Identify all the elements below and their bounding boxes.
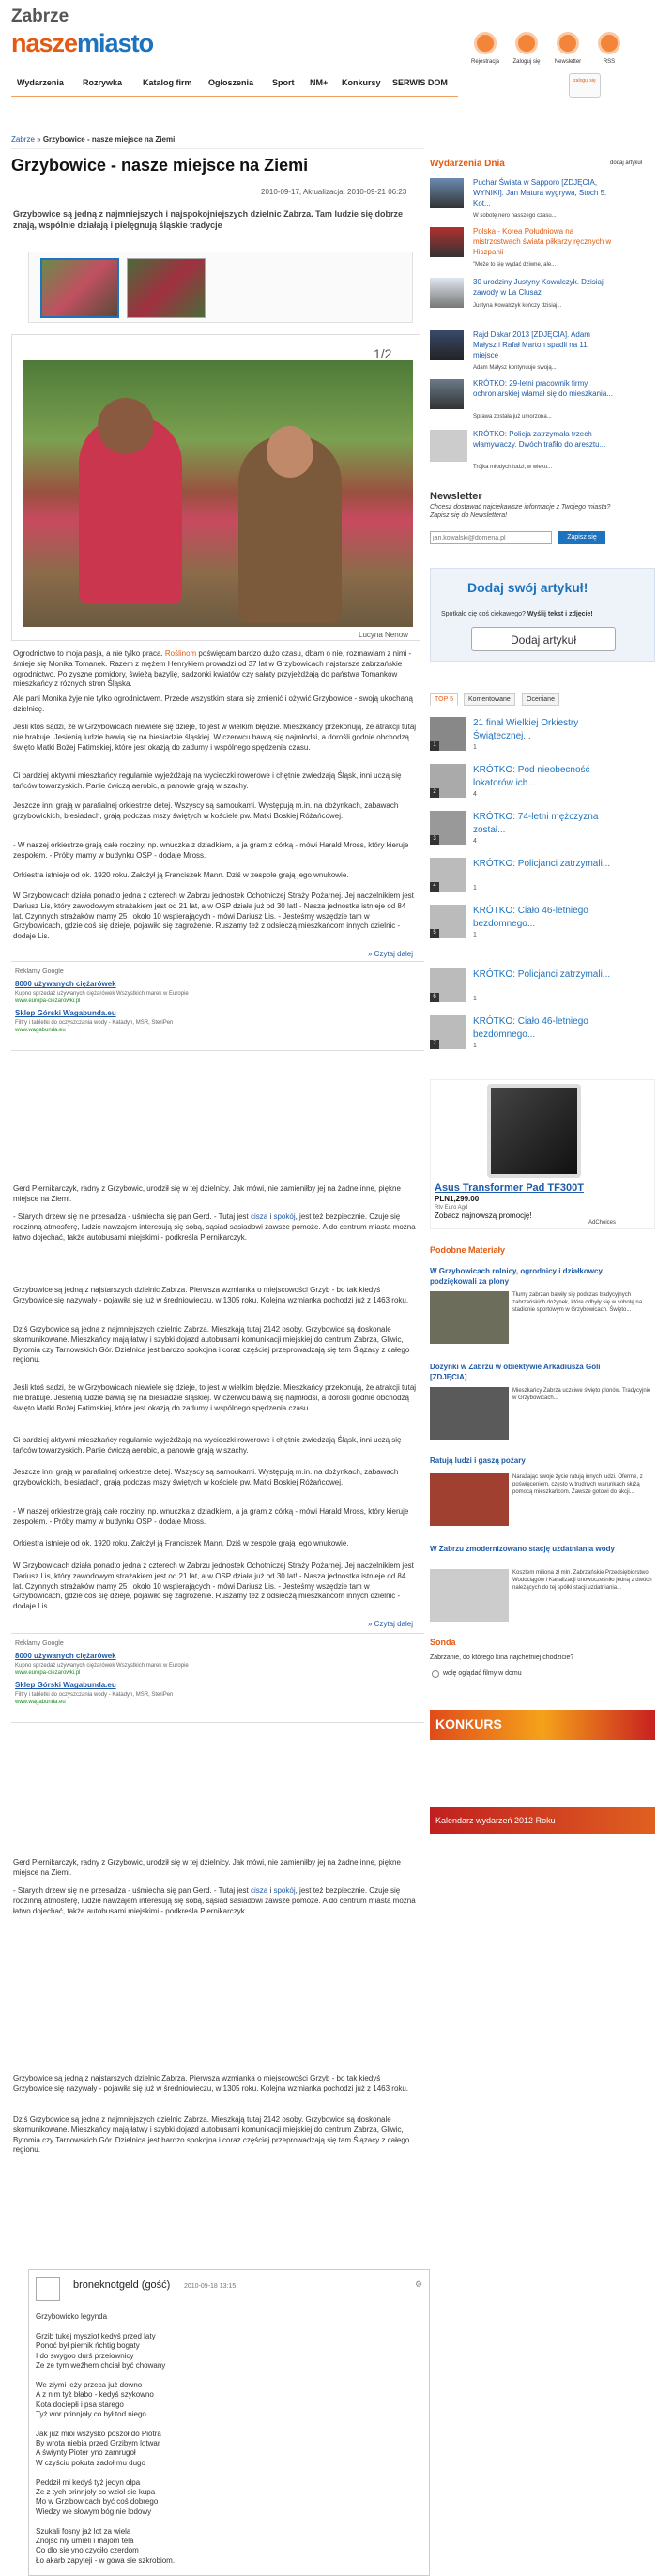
article-paragraph-10-a-repeat: - Starych drzew się nie przesadza - uśmiecha się pan Gerd. - Tutaj jest: [13, 1886, 251, 1895]
main-photo[interactable]: [23, 360, 413, 627]
article-paragraph-10-b: , jest też bezpiecznie. Czuje się rodzinną atmosferę, ludzie nawzajem interesują się sobą, sąsiad sąsiadowi zawsze pomoże. A do centrum miasta można łatwo dojechać, także autobusami miejskimi - podkreśla Piernikarczyk.: [13, 1212, 416, 1242]
top5-count-6: 1: [473, 996, 477, 1002]
nav-katalog-firm[interactable]: Katalog firm: [143, 78, 192, 87]
event-thumb-2[interactable]: [430, 227, 464, 257]
add-article-title: Dodaj swój artykuł!: [467, 580, 588, 595]
article-link-spokoj[interactable]: spokój: [273, 1212, 296, 1221]
event-title-4[interactable]: Rajd Dakar 2013 [ZDJĘCIA]. Adam Małysz i Rafał Marton spadli na 11 miejsce: [473, 330, 590, 359]
tab-oceniane[interactable]: Oceniane: [522, 693, 559, 706]
article-paragraph-12: Dziś Grzybowice są jedną z najmniejszych dzielnic Zabrza. Mieszkają tutaj 2142 osoby. Grzybowice są doskonale skomunikowane. Mieszkańcy mają łatwy i szybki dojazd autobusami komunikacji miejskiej do centrum Zabrza, Gliwic, Bytomia czy Tarnowskich Gór. Dzielnica jest bardzo spokojna i coraz częściej przeprowadzają się tam Ślązacy z całego regionu.: [13, 1325, 410, 1364]
tablet-image: [487, 1084, 581, 1178]
tab-komentowane[interactable]: Komentowane: [464, 693, 515, 706]
article-paragraph-6-repeat: - W naszej orkiestrze grają całe rodziny, np. wnuczka z dziadkiem, a ja gram z córką - mówi Harald Mross, który kieruje zespołem. - Próby mamy w budynku OSP - dodaje Mross.: [13, 1507, 409, 1526]
related-title-3[interactable]: Ratują ludzi i gaszą pożary: [430, 1456, 526, 1465]
login-button[interactable]: [569, 73, 601, 98]
event-sub-3: Justyna Kowalczyk kończy dzisiaj...: [473, 303, 562, 309]
photo-caption: Lucyna Nenow: [359, 631, 408, 639]
article-date: 2010-09-17, Aktualizacja: 2010-09-21 06:23: [261, 188, 407, 196]
related-text-2: Mieszkańcy Zabrza uczciwe święto plonów. Tradycyjnie w Grzybowicach...: [512, 1388, 651, 1402]
related-title: Podobne Materiały: [430, 1245, 506, 1255]
top5-rank-1: 1: [430, 741, 439, 751]
ads-label-2: Reklamy Google: [15, 1640, 64, 1647]
top5-rank-4: 4: [430, 882, 439, 892]
rss-icon[interactable]: [598, 32, 620, 54]
site-logo[interactable]: [11, 26, 153, 60]
article-paragraph-8-repeat: W Grzybowicach działa ponadto jedna z czterech w Zabrzu jednostek Ochotniczej Straży Pożarnej. Jej naczelnikiem jest Dariusz Lis, który zawodowym strażakiem jest od 21 lat, a w OSP działa już od 30 lat! - Nasza jednostka istnieje od 84 lat. Czynnych strażaków mamy 25 i około 10 wspierających - mówi Dariusz Lis. - Jesteśmy wszędzie tam w Grzybowicach, gdzie coś się dzieje, pojawiło się zagrożenie. Ruszamy też z odsieczą mieszkańcom innych dzielnic - dodaje Lis.: [13, 1562, 414, 1611]
events-title: Wydarzenia Dnia: [430, 159, 505, 169]
login-icon[interactable]: [515, 32, 538, 54]
article-paragraph-11-repeat: Grzybowice są jedną z najstarszych dzielnic Zabrza. Pierwsza wzmianka o miejscowości Grzyb - bo tak kiedyś Grzybowice się nazywały - pojawiła się już w średniowieczu, w 1305 roku. Kolejna wzmianka pochodzi już z 1463 roku.: [13, 2074, 409, 2093]
article-paragraph-5: Jeszcze inni grają w parafialnej orkiestrze dętej. Wszyscy są samoukami. Występują m.in. na dożynkach, zabawach grzybowickich, biesiadach, grają podczas mszy świętych w kościele pw. Matki Boskiej Różańcowej.: [13, 801, 399, 820]
ads-label: Reklamy Google: [15, 968, 64, 975]
add-article-subtitle-a: Spotkało cię coś ciekawego?: [441, 611, 527, 617]
article-paragraph-9: Gerd Piernikarczyk, radny z Grzybowic, urodził się w tej dzielnicy. Jak mówi, nie zamieniłby jej na żadne inne, piękne miejsce na Ziemi.: [13, 1184, 401, 1203]
tablet-cta[interactable]: Zobacz najnowszą promocję!: [435, 1212, 532, 1220]
article-paragraph-4: Ci bardziej aktywni mieszkańcy regularnie wyjeżdżają na wycieczki rowerowe i chętnie zwiedzają Śląsk, inni uczą się tańców towarzyskich. Panie ćwiczą aerobic, a panowie grają w szachy.: [13, 771, 402, 790]
nav-ogloszenia[interactable]: Ogłoszenia: [208, 78, 254, 87]
newsletter-icon[interactable]: [557, 32, 579, 54]
login-button-label: zaloguj się: [573, 78, 596, 84]
event-thumb-6-camera-icon[interactable]: [430, 430, 467, 462]
event-sub-1: W sobotę nero nasszego czasu...: [473, 213, 557, 219]
related-text-3: Narażając swoje życie ratują innych ludzi. Oferme, z poświęceniem, często w trudnych warunkach służą pomocą mieszkańcom. Zawsze gotowi do akcji...: [512, 1474, 643, 1496]
top5-rank-3: 3: [430, 835, 439, 845]
related-title-2[interactable]: Dożynki w Zabrzu w obiektywie Arkadiusza Goli [ZDJĘCIA]: [430, 1363, 601, 1381]
top5-title-1[interactable]: 21 finał Wielkiej Orkiestry Świątecznej...: [473, 718, 579, 741]
poll-title: Sonda: [430, 1638, 456, 1647]
article-paragraph-10-a: - Starych drzew się nie przesadza - uśmiecha się pan Gerd. - Tutaj jest: [13, 1212, 251, 1221]
top5-rank-5: 5: [430, 929, 439, 938]
article-paragraph-5-repeat: Jeszcze inni grają w parafialnej orkiestrze dętej. Wszyscy są samoukami. Występują m.in. na dożynkach, zabawach grzybowickich, biesiadach, grają podczas mszy świętych w kościele pw. Matki Boskiej Różańcowej.: [13, 1468, 399, 1486]
photo-person-woman-head: [98, 398, 154, 454]
google-ads-1: [11, 961, 424, 1051]
add-article-button[interactable]: Dodaj artykuł: [471, 627, 616, 651]
related-image-2[interactable]: [430, 1387, 509, 1440]
article-link-rosliny[interactable]: Roślinom: [164, 649, 197, 658]
article-paragraph-2: Ale pani Monika żyje nie tylko ogrodnictwem. Przede wszystkim stara się zmienić i ożywić Grzybowice - swoją ukochaną dzielnicę.: [13, 694, 413, 713]
related-title-1[interactable]: W Grzybowicach rolnicy, ogrodnicy i działkowcy podziękowali za plony: [430, 1267, 603, 1286]
top5-count-5: 1: [473, 932, 477, 938]
tablet-price: PLN1,299.00: [435, 1195, 480, 1203]
event-thumb-1[interactable]: [430, 178, 464, 208]
event-thumb-4[interactable]: [430, 330, 464, 360]
article-paragraph-1: [13, 649, 417, 690]
settings-gear-icon[interactable]: ⚙: [415, 2279, 423, 2289]
article-paragraph-3: Jeśli ktoś sądzi, że w Grzybowicach niewiele się dzieje, to jest w wielkim błędzie. Mieszkańcy przekonują, że atrakcji tutaj nie brakuje. Jesienią ludzie bawią się na biesiadzie śląskiej. W czerwcu bawią się najmłodsi, a dorośli godnie obchodzą święto Matki Bożej Fatimskiej, które jest okazją do zadumy i wspólnego spędzenia czasu.: [13, 723, 417, 752]
top5-title-7[interactable]: KRÓTKO: Ciało 46-letniego bezdomnego...: [473, 1016, 588, 1040]
nav-divider: [11, 96, 458, 97]
article-paragraph-4-repeat: Ci bardziej aktywni mieszkańcy regularnie wyjeżdżają na wycieczki rowerowe i chętnie zwiedzają Śląsk, inni uczą się tańców towarzyskich. Panie ćwiczą aerobic, a panowie grają w szachy.: [13, 1436, 402, 1455]
event-thumb-3[interactable]: [430, 278, 464, 308]
top5-rank-2: 2: [430, 788, 439, 798]
top5-count-4: 1: [473, 885, 477, 892]
breadcrumb-current: Grzybowice - nasze miejsce na Ziemi: [42, 135, 176, 144]
newsletter-subscribe-button[interactable]: Zapisz się: [558, 531, 605, 544]
top5-rank-7: 7: [430, 1040, 439, 1049]
photo-counter: 1/2: [374, 346, 392, 361]
add-article-subtitle-b: Wyślij tekst i zdjęcie!: [527, 611, 593, 617]
event-title-2[interactable]: Polska - Korea Południowa na mistrzostwach świata piłkarzy ręcznych w Hiszpanii: [473, 227, 612, 256]
comment-author[interactable]: broneknotgeld (gość): [73, 2279, 171, 2291]
ad-1-desc-2: Kupno sprzedaż używanych ciężarówek Wszystkich marek w Europie: [15, 1663, 189, 1669]
event-title-6[interactable]: KRÓTKO: Policja zatrzymała trzech włamywaczy. Dwóch trafiło do aresztu...: [473, 430, 606, 449]
poll-option-radio[interactable]: [432, 1670, 439, 1678]
article-paragraph-3-repeat: Jeśli ktoś sądzi, że w Grzybowicach niewiele się dzieje, to jest w wielkim błędzie. Mieszkańcy przekonują, że atrakcji tutaj nie brakuje. Jesienią ludzie bawią się na biesiadzie śląskiej. W czerwcu bawią się najmłodsi, a dorośli godnie obchodzą święto Matki Bożej Fatimskiej, które jest okazją do zadumy i wspólnego spędzenia czasu.: [13, 1383, 417, 1412]
top5-title-3[interactable]: KRÓTKO: 74-letni mężczyzna został...: [473, 812, 599, 835]
newsletter-label[interactable]: Newsletter: [554, 59, 582, 65]
breadcrumb-divider: [11, 148, 424, 149]
breadcrumb-separator: »: [37, 135, 41, 144]
logo-part-miasto: miasto: [77, 29, 154, 57]
add-article-link[interactable]: dodaj artykuł: [610, 160, 643, 166]
rss-label[interactable]: RSS: [603, 59, 616, 65]
top5-title-2[interactable]: KRÓTKO: Pod nieobecność lokatorów ich...: [473, 765, 590, 788]
register-icon[interactable]: [474, 32, 497, 54]
article-paragraph-1-b: poświęcam bardzo dużo czasu, dbam o nie, rozmawiam z nimi - śmieje się Monika Tomanek. Razem z mężem Henrykiem prowadzi od 37 lat w Grzybowicach najstarsze zabrzańskie ogrodnictwo. Po zyszne pomidory, świeżą bazylię, sadzonki kwiatów czy sałaty przyjeżdżają do państwa Tomanków mieszkańcy z różnych stron Śląska.: [13, 649, 412, 689]
city-name[interactable]: Zabrze: [11, 7, 69, 26]
top5-rank-6: 6: [430, 993, 439, 1002]
event-sub-2: "Może to się wydać dziwne, ale...: [473, 262, 557, 267]
google-ads-2: [11, 1633, 424, 1723]
comment-text: Grzybowicko legynda Grzib tukej mysziot kedyś przed laty Ponoć był piernik ńchtig bogaty I do swygoo durś przeiownicy Ze ze tym weźhem chciał być chowany We ziymi leży przeca już downo A z nim tyż błabo - kedyś szykowno Kota dociepłi i psa starego Tyż wor prinnjoły co był tod niego Jak już mioi wszysko poszoł do Piotra By wrota niebia przed Grzibym lotwar A świynty Pioter yno zamrugoł W czyściu pokuta zadoł mu dugo Peddził mi kedyś tyż jedyn ołpa Ze z tych prinnjoły co wzioł sie kupa Mo w Grzibowicach być coś dobrego Wiedzy we słowym bóg nie lodowy Szukali fosny jaż lot za wiela Znojść niy umieli i majom tela Co dlo sie yno czyciło czerdom Ło akarb zapyteji - w gowa sie szkrobiom.: [36, 2312, 176, 2565]
top5-count-1: 1: [473, 744, 477, 751]
event-sub-6: Trójka młodych ludzi, w wieku...: [473, 465, 553, 470]
article-link-spokoj-repeat[interactable]: spokój: [273, 1886, 296, 1895]
add-article-subtitle: [441, 610, 593, 618]
tablet-ad[interactable]: [430, 1079, 655, 1229]
ad-2-desc-2: Filtry i tabletki do oczyszczania wody - Katadyn, MSR, SteriPen: [15, 1692, 174, 1699]
ad-2-url[interactable]: www.wagabunda.eu: [15, 1028, 66, 1034]
article-paragraph-10: [13, 1212, 417, 1242]
read-more-link[interactable]: » Czytaj dalej: [368, 950, 414, 958]
article-paragraph-10-mid-repeat: i: [267, 1886, 274, 1895]
ad-1-title[interactable]: 8000 używanych ciężarówek: [15, 980, 116, 989]
nav-sport[interactable]: Sport: [272, 78, 295, 87]
register-label[interactable]: Rejestracja: [470, 59, 499, 65]
top5-title-4[interactable]: KRÓTKO: Policjanci zatrzymali...: [473, 859, 611, 869]
related-image-1[interactable]: [430, 1291, 509, 1344]
article-paragraph-10-repeat: [13, 1886, 417, 1916]
related-text-1: Tłumy zabrzan bawiły się podczas tradycyjnych zabrzańskich dożynek, które odbyły się w sobotę na stadionie sportowym w Grzybowicach. Święto...: [512, 1292, 643, 1314]
login-label[interactable]: Zaloguj się: [512, 59, 541, 65]
top5-count-2: 4: [473, 791, 477, 798]
gallery-thumbnails: [28, 252, 413, 323]
newsletter-email-input[interactable]: [430, 531, 552, 544]
contest-banner[interactable]: KONKURS: [430, 1710, 655, 1740]
article-paragraph-9-repeat: Gerd Piernikarczyk, radny z Grzybowic, urodził się w tej dzielnicy. Jak mówi, nie zamieniłby jej na żadne inne, piękne miejsce na Ziemi.: [13, 1858, 401, 1877]
ad-1-desc: Kupno sprzedaż używanych ciężarówek Wszystkich marek w Europie: [15, 991, 189, 998]
event-title-3[interactable]: 30 urodziny Justyny Kowalczyk. Dzisiaj zawody w La Clusaz: [473, 278, 604, 297]
breadcrumb: [11, 135, 175, 145]
tab-top5[interactable]: TOP 5: [430, 693, 458, 706]
read-more-link-2[interactable]: » Czytaj dalej: [368, 1620, 414, 1628]
gallery-thumb-2[interactable]: [127, 258, 206, 318]
newsletter-title: Newsletter: [430, 491, 482, 502]
page-title: Grzybowice - nasze miejsce na Ziemi: [11, 156, 309, 175]
event-title-5[interactable]: KRÓTKO: 29-letni pracownik firmy ochroniarskiej włamał się do mieszkania...: [473, 379, 613, 398]
photo-person-man-head: [267, 426, 313, 478]
tablet-store: Rtv Euro Agd: [435, 1205, 468, 1211]
top5-count-3: 4: [473, 838, 477, 845]
ad-2-url-2[interactable]: www.wagabunda.eu: [15, 1700, 66, 1706]
article-paragraph-1-a: Ogrodnictwo to moja pasja, a nie tylko praca.: [13, 649, 165, 658]
ad-2-title[interactable]: Sklep Górski Wagabunda.eu: [15, 1009, 116, 1018]
article-paragraph-11: Grzybowice są jedną z najstarszych dzielnic Zabrza. Pierwsza wzmianka o miejscowości Grzyb - bo tak kiedyś Grzybowice się nazywały - pojawiła się już w średniowieczu, w 1305 roku. Kolejna wzmianka pochodzi już z 1463 roku.: [13, 1286, 409, 1304]
breadcrumb-root[interactable]: Zabrze: [11, 135, 35, 144]
article-lead: Grzybowice są jedną z najmniejszych i najspokojniejszych dzielnic Zabrza. Tam ludzie się dobrze znają, wspólnie działają i pielęgnują śląskie tradycje: [13, 209, 403, 231]
nav-serwis-dom[interactable]: SERWIS DOM: [392, 78, 448, 87]
article-paragraph-6: - W naszej orkiestrze grają całe rodziny, np. wnuczka z dziadkiem, a ja gram z córką - mówi Harald Mross, który kieruje zespołem. - Próby mamy w budynku OSP - dodaje Mross.: [13, 841, 409, 860]
ad-1-url-2[interactable]: www.europa-ciezarowki.pl: [15, 1670, 81, 1677]
related-title-4[interactable]: W Zabrzu zmodernizowano stację uzdatniania wody: [430, 1545, 615, 1553]
newsletter-description: Chcesz dostawać najciekawsze informacje z Twojego miasta? Zapisz się do Newslettera!: [430, 504, 611, 520]
article-paragraph-7-repeat: Orkiestra istnieje od ok. 1920 roku. Założył ją Franciszek Mann. Dziś w zespole grają jego wnukowie.: [13, 1539, 349, 1547]
event-sub-5: Sprawa została już umorzona...: [473, 414, 552, 419]
poll-question: Zabrzanie, do którego kina najchętniej chodzicie?: [430, 1654, 574, 1661]
nav-wydarzenia[interactable]: Wydarzenia: [17, 78, 64, 87]
article-paragraph-10-mid: i: [267, 1212, 274, 1221]
article-paragraph-8: W Grzybowicach działa ponadto jedna z czterech w Zabrzu jednostek Ochotniczej Straży Pożarnej. Jej naczelnikiem jest Dariusz Lis, który zawodowym strażakiem jest od 21 lat, a w OSP działa już od 30 lat! - Nasza jednostka istnieje od 84 lat. Czynnych strażaków mamy 25 i około 10 wspierających - mówi Dariusz Lis. - Jesteśmy wszędzie tam w Grzybowicach, gdzie coś się dzieje, pojawiło się zagrożenie. Ruszamy też z odsieczą mieszkańcom innych dzielnic - dodaje Lis.: [13, 892, 414, 941]
related-image-3[interactable]: [430, 1473, 509, 1526]
article-link-cisza-repeat[interactable]: cisza: [251, 1886, 268, 1895]
top5-title-6[interactable]: KRÓTKO: Policjanci zatrzymali...: [473, 969, 611, 980]
nav-rozrywka[interactable]: Rozrywka: [83, 78, 123, 87]
related-text-4: Kosztem miliona zł mln. Zabrzańskie Przedsiębiorstwo Wodociągów i Kanalizacji unowocześniło jedną z dwóch należących do tej spółki stacji uzdatniania...: [512, 1570, 652, 1592]
tablet-name[interactable]: Asus Transformer Pad TF300T: [435, 1182, 584, 1194]
nav-nm-plus[interactable]: NM+: [310, 78, 328, 87]
article-paragraph-12-repeat: Dziś Grzybowice są jedną z najmniejszych dzielnic Zabrza. Mieszkają tutaj 2142 osoby. Grzybowice są doskonale skomunikowane. Mieszkańcy mają łatwy i szybki dojazd autobusami komunikacji miejskiej do centrum Zabrza, Gliwic, Bytomia czy Tarnowskich Gór. Dzielnica jest bardzo spokojna i coraz częściej przeprowadzają się tam Ślązacy z całego regionu.: [13, 2115, 410, 2155]
article-link-cisza[interactable]: cisza: [251, 1212, 268, 1221]
nav-konkursy[interactable]: Konkursy: [342, 78, 381, 87]
gallery-thumb-1[interactable]: [40, 258, 119, 318]
comment-date: 2010-09-18 13:15: [184, 2283, 237, 2290]
poll-option-label[interactable]: wolę oglądać filmy w domu: [443, 1670, 522, 1677]
top5-count-7: 1: [473, 1043, 477, 1049]
event-title-1[interactable]: Puchar Świata w Sapporo [ZDJĘCIA, WYNIKI]. Jan Matura wygrywa, Stoch 5. Kot...: [473, 178, 607, 207]
adchoices-label[interactable]: AdChoices: [588, 1220, 617, 1226]
logo-part-nasze: nasze: [11, 29, 78, 57]
article-paragraph-10-b-repeat: , jest też bezpiecznie. Czuje się rodzinną atmosferę, ludzie nawzajem interesują się sobą, sąsiad sąsiadowi zawsze pomoże. A do centrum miasta można łatwo dojechać, także autobusami miejskimi - podkreśla Piernikarczyk.: [13, 1886, 416, 1915]
ad-1-title-2[interactable]: 8000 używanych ciężarówek: [15, 1652, 116, 1661]
top5-title-5[interactable]: KRÓTKO: Ciało 46-letniego bezdomnego...: [473, 906, 588, 929]
event-thumb-5[interactable]: [430, 379, 464, 409]
related-image-4-camera-icon[interactable]: [430, 1569, 509, 1622]
main-nav: [0, 73, 657, 94]
event-sub-4: Adam Małysz kontynuuje swoją...: [473, 365, 557, 371]
avatar: [36, 2277, 60, 2301]
calendar-banner[interactable]: Kalendarz wydarzeń 2012 Roku: [430, 1807, 655, 1834]
ad-2-desc: Filtry i tabletki do oczyszczania wody - Katadyn, MSR, SteriPen: [15, 1020, 174, 1027]
ad-1-url[interactable]: www.europa-ciezarowki.pl: [15, 998, 81, 1005]
ad-2-title-2[interactable]: Sklep Górski Wagabunda.eu: [15, 1681, 116, 1690]
article-paragraph-7: Orkiestra istnieje od ok. 1920 roku. Założył ją Franciszek Mann. Dziś w zespole grają jego wnukowie.: [13, 871, 349, 879]
